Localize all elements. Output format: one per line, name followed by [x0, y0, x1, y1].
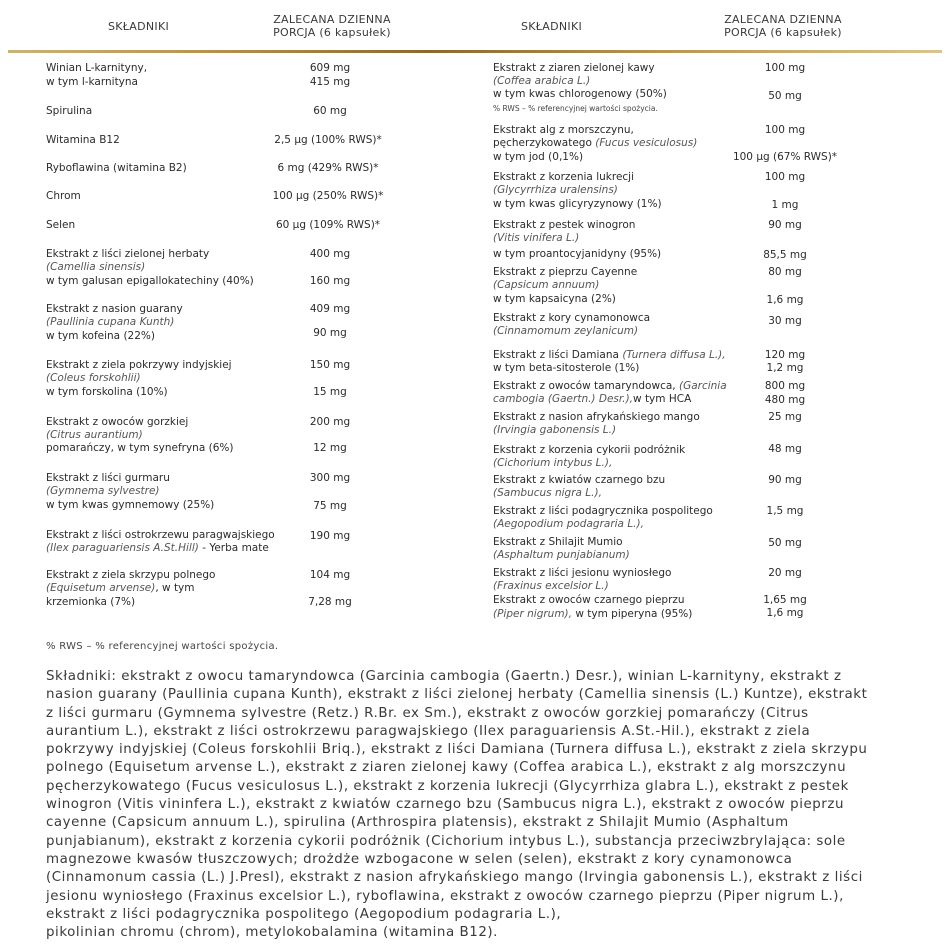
right-row-latin-line [493, 137, 697, 150]
right-row-subtext: w tym kwas chlorogenowy (50%) [493, 88, 667, 100]
right-row-text: Ekstrakt z pestek winogron [493, 219, 636, 231]
left-row-text: Winian L-karnityny, [46, 62, 148, 74]
right-row-latin: (Vitis vinifera L.) [493, 232, 580, 244]
right-row-value: 85,5 mg [763, 249, 807, 261]
ingredients-line: pikolinian chromu (chrom), metylokobalamina (witamina B12). [46, 925, 498, 941]
left-row-value: 60 mg [313, 105, 347, 117]
right-row-latin-line [493, 393, 691, 406]
right-row-latin: (Sambucus nigra L.), [493, 487, 602, 499]
right-row-value: 800 mg [764, 380, 806, 392]
right-row-latin: (Piper nigrum), [493, 608, 572, 620]
left-row-text: Spirulina [46, 105, 93, 117]
right-row-text: Ekstrakt z liści podagrycznika pospolitego [493, 505, 713, 517]
right-row-text: Ekstrakt z kwiatów czarnego bzu [493, 474, 666, 486]
ingredients-line: pokrzywy indyjskiej (Coleus forskohlii Briq.), ekstrakt z liści Damiana (Turnera diffusa L.), ekstrakt z ziela skrzypu [46, 742, 868, 758]
right-row-subtext: w tym kapsaicyna (2%) [493, 293, 616, 305]
right-row-value: 80 mg [768, 266, 802, 278]
left-row-subtext: - Yerba mate [202, 542, 269, 554]
right-row-text: Ekstrakt alg z morszczynu, [493, 124, 634, 136]
right-row-value: 100 µg (67% RWS)* [732, 151, 838, 163]
left-row-value: 60 µg (109% RWS)* [275, 219, 381, 231]
right-row-subtext: w tym proantocyjanidyny (95%) [493, 248, 662, 260]
header-divider [8, 50, 942, 53]
right-row-text: Ekstrakt z owoców tamaryndowca, [493, 380, 676, 392]
right-row-latin: (Cichorium intybus L.), [493, 457, 613, 469]
header-ingredients-left: SKŁADNIKI [108, 20, 170, 33]
right-row-latin: (Cinnamomum zeylanicum) [493, 325, 639, 337]
ingredients-line: z liści gurmaru (Gymnema sylvestre (Retz.) R.Br. ex Sm.), ekstrakt z owoców gorzkiej pomarańczy (Citrus [46, 705, 809, 721]
right-row-latin: (Fucus vesiculosus) [595, 137, 698, 149]
ingredients-line: (Cinnamonum cassia (L.) J.Presl), ekstrakt z nasion afrykańskiego mango (Irvingia gabonensis L.), ekstrakt z liści [46, 870, 863, 886]
left-row-latin-line [46, 542, 269, 555]
left-row-value: 15 mg [313, 386, 347, 398]
left-row-value: 104 mg [309, 569, 351, 581]
right-row-text: Ekstrakt z liści Damiana [493, 349, 619, 361]
left-row-text: Ekstrakt z ziela pokrzywy indyjskiej [46, 359, 232, 371]
right-row-subtext: w tym kwas glicyryzynowy (1%) [493, 198, 662, 210]
left-row-value: 160 mg [309, 275, 351, 287]
left-row-value: 400 mg [309, 248, 351, 260]
left-row-value: 75 mg [313, 500, 347, 512]
left-row-value: 90 mg [313, 327, 347, 339]
right-row-latin-line [493, 608, 692, 621]
left-row-text: Ekstrakt z liści gurmaru [46, 472, 170, 484]
left-row-text: Ekstrakt z ziela skrzypu polnego [46, 569, 216, 581]
left-row-latin: (Gymnema sylvestre) [46, 485, 160, 497]
ingredients-line: punjabianum), ekstrakt z korzenia cykorii podróżnik (Cichorium intybus L.), substancja przeciwzbrylająca: sole [46, 833, 846, 849]
header-dose-left-line1: ZALECANA DZIENNA [273, 13, 391, 26]
left-row-value: 12 mg [313, 442, 347, 454]
left-row-value: 300 mg [309, 472, 351, 484]
left-row-subtext: krzemionka (7%) [46, 596, 136, 608]
left-row-latin: (Equisetum arvense) [46, 582, 156, 594]
header-dose-right-line2: PORCJA (6 kapsułek) [724, 26, 842, 39]
right-row-value: 50 mg [768, 537, 802, 549]
ingredients-line: magnezowe kwasów tłuszczowych; drożdże wzbogacone w selen (selen), ekstrakt z kory cynamonowca [46, 851, 793, 867]
left-row-latin: (Camellia sinensis) [46, 261, 146, 273]
left-row-latin-line [46, 582, 195, 595]
header-dose-right-line1: ZALECANA DZIENNA [724, 13, 842, 26]
left-row-latin: (Coleus forskohlii) [46, 372, 141, 384]
right-row-latin: (Coffea arabica L.) [493, 75, 591, 87]
left-row-value: 200 mg [309, 416, 351, 428]
right-row-value: 48 mg [768, 443, 802, 455]
right-row-value: 1 mg [771, 199, 799, 211]
left-row-value: 609 mg [309, 62, 351, 74]
right-row-value: 1,5 mg [766, 505, 804, 517]
right-row-text: Ekstrakt z liści jesionu wyniosłego [493, 567, 672, 579]
left-row-subtext: w tym galusan epigallokatechiny (40%) [46, 275, 254, 287]
header-ingredients-right: SKŁADNIKI [521, 20, 583, 33]
right-row-value: 90 mg [768, 474, 802, 486]
left-row-latin: (Ilex paraguariensis A.St.Hill) [46, 542, 199, 554]
left-row-value: 2,5 µg (100% RWS)* [274, 134, 382, 146]
left-row-subtext: w tym kwas gymnemowy (25%) [46, 499, 215, 511]
left-row-text: Selen [46, 219, 76, 231]
left-row-value: 190 mg [309, 530, 351, 542]
left-row-subtext: w tym kofeina (22%) [46, 330, 155, 342]
left-row-text: Ryboflawina (witamina B2) [46, 162, 187, 174]
right-row-value: 1,2 mg [766, 362, 804, 374]
right-row-value: 100 mg [764, 124, 806, 136]
left-row-value: 409 mg [309, 303, 351, 315]
right-row-latin: (Irvingia gabonensis L.) [493, 424, 617, 436]
right-row-subtext: w tym piperyna (95%) [572, 608, 693, 620]
right-row-text: Ekstrakt z owoców czarnego pieprzu [493, 594, 685, 606]
left-row-text: Ekstrakt z owoców gorzkiej [46, 416, 189, 428]
header-dose-right [713, 13, 853, 39]
right-row-value: 25 mg [768, 411, 802, 423]
ingredients-paragraph [46, 668, 946, 942]
right-row-text: Ekstrakt z ziaren zielonej kawy [493, 62, 655, 74]
left-row-subtext: w tym forskolina (10%) [46, 386, 168, 398]
right-row-value: 100 mg [764, 171, 806, 183]
right-row-text: Ekstrakt z pieprzu Cayenne [493, 266, 638, 278]
right-row-latin: (Turnera diffusa L.), [622, 349, 726, 361]
right-row-note: % RWS – % referencyjnej wartości spożycia. [493, 104, 658, 113]
ingredients-line: ekstrakt z liści podagrycznika pospolitego (Aegopodium podagraria L.), [46, 906, 562, 922]
right-row-latin-line [493, 349, 726, 362]
ingredients-line: jesionu wyniosłego (Fraxinus excelsior L.), ryboflawina, ekstrakt z owoców czarnego pieprzu (Piper nigrum L.), [46, 888, 844, 904]
left-row-text: Ekstrakt z liści ostrokrzewu paragwajskiego [46, 529, 275, 541]
right-row-text: Ekstrakt z Shilajit Mumio [493, 536, 623, 548]
right-row-latin: (Capsicum annuum) [493, 279, 600, 291]
ingredients-line: cayenne (Capsicum annuum L.), spirulina (Arthrospira platensis), ekstrakt z Shilajit Mumio (Asphaltum [46, 815, 789, 831]
right-row-value: 90 mg [768, 219, 802, 231]
header-dose-left-line2: PORCJA (6 kapsułek) [273, 26, 391, 39]
right-row-subtext: w tym beta-sitosterole (1%) [493, 362, 640, 374]
left-row-value: 100 µg (250% RWS)* [272, 190, 384, 202]
right-row-value: 1,6 mg [766, 294, 804, 306]
left-row-text: Ekstrakt z nasion guarany [46, 303, 183, 315]
left-row-text: Chrom [46, 190, 81, 202]
left-row-text: Witamina B12 [46, 134, 120, 146]
ingredients-line: Składniki: ekstrakt z owocu tamaryndowca (Garcinia cambogia (Gaertn.) Desr.), winian L-karnityny, ekstrakt z [46, 669, 842, 684]
right-row-value: 100 mg [764, 62, 806, 74]
right-row-value: 1,65 mg [763, 594, 807, 606]
right-row-latin: (Fraxinus excelsior L.) [493, 580, 609, 592]
right-row-value: 50 mg [768, 90, 802, 102]
right-row-value: 1,6 mg [766, 607, 804, 619]
rws-footnote: % RWS – % referencyjnej wartości spożycia. [46, 641, 279, 652]
right-row-text: Ekstrakt z korzenia lukrecji [493, 171, 635, 183]
ingredients-line: polnego (Equisetum arvense L.), ekstrakt z ziaren zielonej kawy (Coffea arabica L.), ekstrakt z alg morszczynu [46, 760, 847, 776]
right-row-value: 480 mg [764, 394, 806, 406]
right-row-value: 20 mg [768, 567, 802, 579]
left-row-text: w tym l-karnityna [46, 76, 138, 88]
left-row-latin: (Paullinia cupana Kunth) [46, 316, 175, 328]
ingredients-line: aurantium L.), ekstrakt z liści ostrokrzewu paragwajskiego (Ilex paraguariensis A.St.-Hil.), ekstrakt z ziela [46, 723, 811, 739]
left-row-subtext: , w tym [155, 582, 195, 594]
right-row-text: Ekstrakt z korzenia cykorii podróżnik [493, 444, 686, 456]
left-row-subtext: pomarańczy, w tym synefryna (6%) [46, 442, 234, 454]
left-row-latin: (Citrus aurantium) [46, 429, 143, 441]
left-row-value: 415 mg [309, 76, 351, 88]
right-row-text: Ekstrakt z kory cynamonowca [493, 312, 651, 324]
right-row-latin-line [493, 380, 727, 393]
right-row-latin: (Glycyrrhiza uralensins) [493, 184, 618, 196]
right-row-subtext: w tym HCA [633, 393, 692, 405]
header-dose-left [262, 13, 402, 39]
right-row-subtext: w tym jod (0,1%) [493, 151, 584, 163]
ingredients-line: pęcherzykowatego (Fucus vesiculosus L.), ekstrakt z korzenia lukrecji (Glycyrrhiza glabra L.), ekstrakt z pestek [46, 778, 849, 794]
right-row-latin: (Asphaltum punjabianum) [493, 549, 630, 561]
right-row-subtext: pęcherzykowatego [493, 137, 592, 149]
ingredients-line: winogron (Vitis vininfera L.), ekstrakt z kwiatów czarnego bzu (Sambucus nigra L.), ekstrakt z owoców pieprzu [46, 797, 844, 813]
right-row-latin: (Aegopodium podagraria L.), [493, 518, 644, 530]
right-row-latin: cambogia (Gaertn.) Desr.), [493, 393, 634, 405]
right-row-latin: (Garcinia [678, 380, 727, 392]
right-row-text: Ekstrakt z nasion afrykańskiego mango [493, 411, 700, 423]
left-row-text: Ekstrakt z liści zielonej herbaty [46, 248, 210, 260]
ingredients-line: nasion guarany (Paullinia cupana Kunth), ekstrakt z liści zielonej herbaty (Camellia sinensis (L.) Kuntze), ekstrakt [46, 687, 868, 703]
left-row-value: 150 mg [309, 359, 351, 371]
left-row-value: 6 mg (429% RWS)* [277, 162, 379, 174]
left-row-value: 7,28 mg [308, 596, 352, 608]
right-row-value: 30 mg [768, 315, 802, 327]
right-row-value: 120 mg [764, 349, 806, 361]
